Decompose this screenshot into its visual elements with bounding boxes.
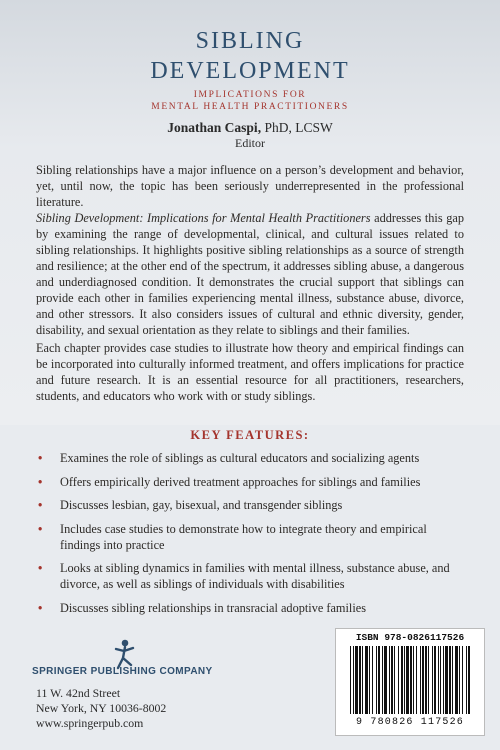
feature-text: Examines the role of siblings as cultural educators and socializing agents bbox=[60, 451, 420, 465]
barcode-bar bbox=[468, 646, 470, 714]
bullet-icon: • bbox=[38, 451, 43, 465]
barcode-bar bbox=[376, 646, 377, 714]
editor-name: Jonathan Caspi, bbox=[167, 120, 262, 135]
barcode-bar bbox=[384, 646, 387, 714]
list-item bbox=[38, 560, 470, 592]
book-title-line2: DEVELOPMENT bbox=[150, 58, 350, 84]
editor-credentials: PhD, LCSW bbox=[261, 120, 333, 135]
editor-role: Editor bbox=[235, 136, 265, 150]
barcode-bar bbox=[359, 646, 361, 714]
list-item bbox=[38, 497, 470, 513]
barcode-bar bbox=[449, 646, 451, 714]
feature-text: Offers empirically derived treatment approaches for siblings and families bbox=[60, 474, 421, 489]
subtitle-line1: IMPLICATIONS FOR bbox=[193, 90, 307, 100]
barcode-bar bbox=[378, 646, 380, 714]
barcode-bar bbox=[440, 646, 441, 714]
barcode-bar bbox=[391, 646, 393, 714]
barcode-bar bbox=[434, 646, 436, 714]
bullet-icon: • bbox=[38, 600, 43, 615]
barcode-bar bbox=[410, 646, 412, 714]
barcode-bar bbox=[372, 646, 373, 714]
book-title-line1: SIBLING bbox=[195, 28, 305, 54]
description-paragraph-3: Each chapter provides case studies to illustrate how theory and empirical findings can be incorporated into culturally informed treatment, and offers implications for practice and future research. It is an essential resource for all practitioners, researchers, students, and educators who work with or study siblings. bbox=[36, 341, 464, 403]
barcode-bar bbox=[401, 646, 403, 714]
description-paragraph-2-text: addresses this gap by examining the range of developmental, clinical, and cultural issues related to sibling relationships. It highlights positive sibling relationships as a source of strength and resilience; at the other end of the spectrum, it addresses sibling abuse, a dangerous and underdiagnosed condition. It demonstrates the crucial support that siblings can provide each other in families experiencing mental illness, substance abuse, divorce, and other stressors. It also considers issues of cultural and ethnic diversity, gender, disability, and sexual orientation as they relate to siblings and their families. bbox=[36, 211, 464, 337]
bullet-icon: • bbox=[38, 474, 43, 489]
address-city: New York, NY 10036-8002 bbox=[36, 701, 167, 715]
subtitle-line2: MENTAL HEALTH PRACTITIONERS bbox=[151, 102, 349, 112]
list-item bbox=[38, 600, 470, 616]
barcode-bar bbox=[466, 646, 467, 714]
barcode-bar bbox=[443, 646, 444, 714]
barcode-bar bbox=[398, 646, 399, 714]
barcode-bar bbox=[362, 646, 363, 714]
isbn-label: ISBN 978-0826117526 bbox=[355, 632, 465, 643]
barcode-bar bbox=[413, 646, 414, 714]
bullet-icon: • bbox=[38, 498, 43, 512]
feature-text: Discusses sibling relationships in transracial adoptive families bbox=[60, 600, 366, 615]
barcode-bar bbox=[425, 646, 427, 714]
key-features-heading: KEY FEATURES: bbox=[190, 428, 310, 442]
list-item bbox=[38, 474, 470, 490]
bullet-icon: • bbox=[38, 561, 43, 575]
barcode bbox=[335, 628, 485, 736]
bullet-icon: • bbox=[38, 521, 43, 536]
barcode-bar bbox=[350, 646, 351, 714]
editor-credit bbox=[0, 120, 500, 136]
barcode-bar bbox=[365, 646, 368, 714]
barcode-bar bbox=[382, 646, 383, 714]
barcode-bar bbox=[389, 646, 390, 714]
description-paragraph-1: Sibling relationships have a major influence on a person’s development and behavior, yet, until now, the topic has been seriously underrepresented in the professional literature. bbox=[36, 163, 464, 209]
key-features-list bbox=[38, 450, 470, 623]
barcode-bar bbox=[462, 646, 463, 714]
publisher-name: SPRINGER PUBLISHING COMPANY bbox=[32, 666, 213, 677]
barcode-bar bbox=[404, 646, 405, 714]
barcode-bar bbox=[353, 646, 354, 714]
barcode-bar bbox=[455, 646, 458, 714]
barcode-bar bbox=[422, 646, 424, 714]
barcode-bar bbox=[428, 646, 429, 714]
barcode-bar bbox=[438, 646, 439, 714]
feature-text: Includes case studies to demonstrate how to integrate theory and empirical findings into practice bbox=[60, 521, 427, 552]
description-paragraph-2 bbox=[36, 210, 464, 338]
publisher-website: www.springerpub.com bbox=[36, 716, 144, 730]
list-item bbox=[38, 521, 470, 553]
barcode-bar bbox=[420, 646, 421, 714]
barcode-bar bbox=[432, 646, 433, 714]
list-item bbox=[38, 450, 470, 466]
barcode-bar bbox=[394, 646, 395, 714]
barcode-bar bbox=[416, 646, 417, 714]
feature-text: Discusses lesbian, gay, bisexual, and transgender siblings bbox=[60, 498, 343, 512]
barcode-bar bbox=[369, 646, 370, 714]
barcode-bar bbox=[459, 646, 460, 714]
address-street: 11 W. 42nd Street bbox=[36, 686, 121, 700]
barcode-bar bbox=[355, 646, 358, 714]
feature-text: Looks at sibling dynamics in families with mental illness, substance abuse, and divorce, as well as siblings of individuals with disabilities bbox=[60, 561, 450, 591]
book-title-italic: Sibling Development: Implications for Mental Health Practitioners bbox=[36, 211, 371, 225]
barcode-bar bbox=[406, 646, 409, 714]
barcode-bar bbox=[445, 646, 448, 714]
isbn-digits: 9 780826 117526 bbox=[355, 717, 464, 728]
barcode-bar bbox=[452, 646, 453, 714]
